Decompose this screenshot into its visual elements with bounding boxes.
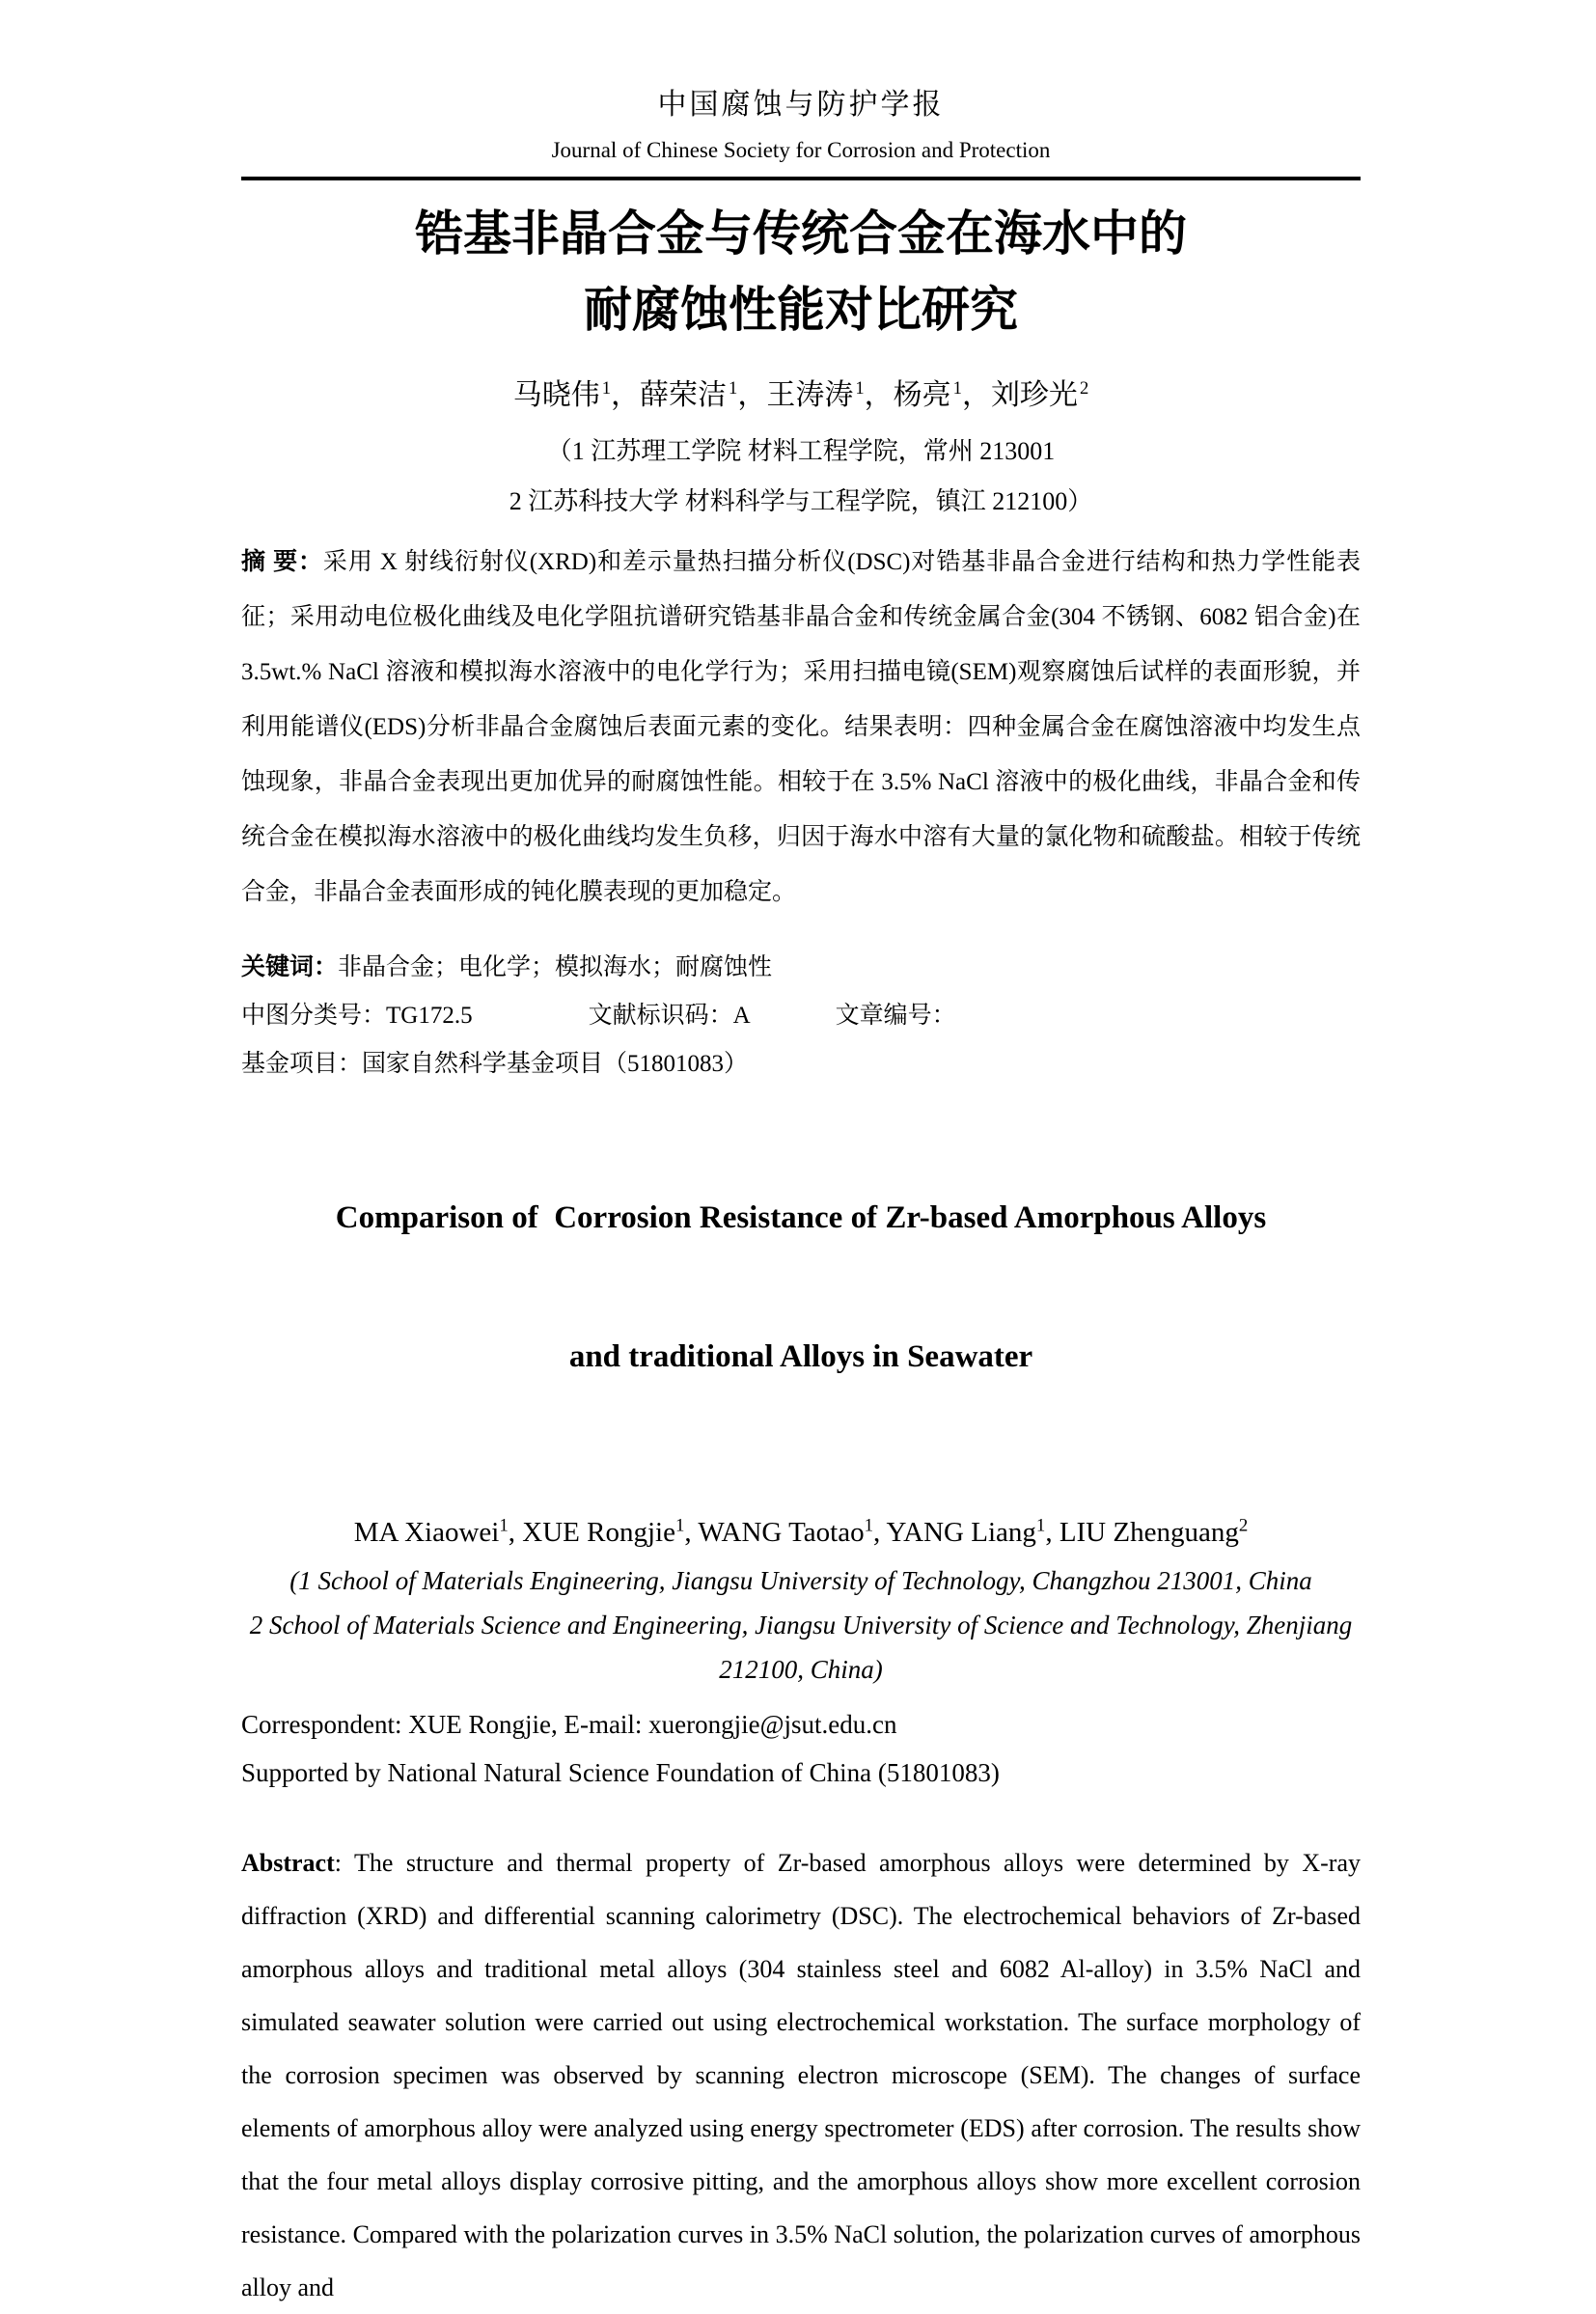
header-rule	[241, 177, 1361, 180]
abstract-cn-label: 摘 要：	[241, 549, 323, 575]
author-en-sup: 1	[674, 1515, 685, 1535]
paper-title-en-line1: Comparison of Corrosion Resistance of Zr-based Amorphous Alloys	[335, 1200, 1267, 1235]
affiliation-en-2: 2 School of Materials Science and Engineering, Jiangsu University of Science and Technology, Zhenjiang 212100, China)	[249, 1610, 1353, 1684]
author-en-name: MA Xiaowei	[353, 1516, 500, 1548]
author-en-separator: ,	[508, 1516, 523, 1548]
author-en-sup: 1	[499, 1515, 509, 1535]
paper-title-cn-line2: 耐腐蚀性能对比研究	[584, 283, 1018, 337]
affiliations-cn	[241, 427, 1361, 527]
author-en	[698, 1517, 886, 1548]
classification-line	[241, 992, 1361, 1040]
keywords-cn	[241, 944, 1361, 992]
author-cn-separator: ，	[737, 379, 767, 411]
author-cn-separator: ，	[864, 379, 894, 411]
correspondent-line: Correspondent: XUE Rongjie, E-mail: xuerongjie@jsut.edu.cn	[241, 1709, 897, 1739]
abstract-en-label: Abstract	[241, 1848, 335, 1877]
author-en-sup: 2	[1238, 1515, 1249, 1535]
author-en-name: XUE Rongjie	[522, 1516, 675, 1548]
funding-cn: 基金项目：国家自然科学基金项目（51801083）	[241, 1051, 749, 1077]
abstract-cn	[241, 535, 1361, 920]
author-en-separator: ,	[1045, 1516, 1059, 1548]
author-cn-sup: 1	[601, 378, 612, 399]
author-cn-name: 马晓伟	[512, 379, 600, 411]
paper-title-cn-line1: 锆基非晶合金与传统合金在海水中的	[415, 207, 1187, 261]
author-en-separator: ,	[684, 1516, 699, 1548]
affiliation-cn-1: （1 江苏理工学院 材料工程学院，常州 213001	[546, 437, 1056, 465]
author-cn-separator: ，	[611, 379, 641, 411]
affiliation-en-1: (1 School of Materials Engineering, Jiangsu University of Technology, Changzhou 213001, China	[289, 1565, 1312, 1595]
abstract-cn-text: 采用 X 射线衍射仪(XRD)和差示量热扫描分析仪(DSC)对锆基非晶合金进行结构和热力学性能表征；采用动电位极化曲线及电化学阻抗谱研究锆基非晶合金和传统金属合金(304 不锈钢、6082 铝合金)在 3.5wt.% NaCl 溶液和模拟海水溶液中的电化学行为；采用扫描电镜(SEM)观察腐蚀后试样的表面形貌，并利用能谱仪(EDS)分析非晶合金腐蚀后表面元素的变化。结果表明：四种金属合金在腐蚀溶液中均发生点蚀现象，非晶合金表现出更加优异的耐腐蚀性能。相较于在 3.5% NaCl 溶液中的极化曲线，非晶合金和传统合金在模拟海水溶液中的极化曲线均发生负移，归因于海水中溶有大量的氯化物和硫酸盐。相较于传统合金，非晶合金表面形成的钝化膜表现的更加稳定。	[241, 549, 1361, 905]
abstract-en	[241, 1836, 1361, 2314]
clc-number: 中图分类号：TG172.5	[241, 1003, 473, 1029]
author-cn	[640, 379, 766, 411]
author-en	[1059, 1517, 1248, 1548]
author-cn	[894, 379, 991, 411]
author-cn	[513, 379, 640, 411]
author-en-separator: ,	[873, 1516, 887, 1548]
author-en-sup: 1	[864, 1515, 873, 1535]
author-cn-sup: 1	[952, 378, 962, 399]
document-code: 文献标识码：A	[588, 1003, 751, 1029]
affiliation-cn-2: 2 江苏科技大学 材料科学与工程学院，镇江 212100）	[509, 487, 1093, 515]
author-cn-name: 刘珍光	[990, 379, 1078, 411]
author-en-name: YANG Liang	[886, 1516, 1036, 1548]
author-en	[522, 1517, 698, 1548]
author-en-name: LIU Zhenguang	[1059, 1516, 1239, 1548]
article-id: 文章编号：	[835, 1003, 956, 1029]
author-cn-separator: ，	[961, 379, 991, 411]
keywords-cn-label: 关键词：	[241, 954, 339, 980]
keywords-cn-text: 非晶合金；电化学；模拟海水；耐腐蚀性	[338, 954, 773, 980]
authors-en	[241, 1505, 1361, 1553]
affiliations-en	[241, 1558, 1361, 1692]
author-en	[886, 1517, 1059, 1548]
author-cn-name: 杨亮	[893, 379, 951, 411]
author-cn-name: 王涛涛	[766, 379, 854, 411]
journal-name-en: Journal of Chinese Society for Corrosion and Protection	[551, 138, 1051, 162]
author-cn-name: 薛荣洁	[640, 379, 728, 411]
supported-line: Supported by National Natural Science Foundation of China (51801083)	[241, 1757, 1000, 1787]
author-cn-sup: 1	[729, 378, 738, 399]
author-en-sup: 1	[1035, 1515, 1046, 1535]
journal-name-cn: 中国腐蚀与防护学报	[657, 89, 945, 121]
author-cn	[991, 379, 1088, 411]
author-cn-sup: 1	[855, 378, 865, 399]
paper-title-en-line2: and traditional Alloys in Seawater	[568, 1339, 1033, 1374]
author-en-name: WANG Taotao	[698, 1516, 865, 1548]
author-cn	[766, 379, 893, 411]
paper-title-en	[241, 1102, 1361, 1473]
abstract-en-text: : The structure and thermal property of Zr-based amorphous alloys were determined by X-ray diffraction (XRD) and differential scanning calorimetry (DSC). The electrochemical behaviors of Zr-based amorphous alloys and traditional metal alloys (304 stainless steel and 6082 Al-alloy) in 3.5% NaCl and simulated seawater solution were carried out using electrochemical workstation. The surface morphology of the corrosion specimen was observed by scanning electron microscope (SEM). The changes of surface elements of amorphous alloy were analyzed using energy spectrometer (EDS) after corrosion. The results show that the four metal alloys display corrosive pitting, and the amorphous alloys show more excellent corrosion resistance. Compared with the polarization curves in 3.5% NaCl solution, the polarization curves of amorphous alloy and	[241, 1848, 1361, 2301]
author-cn-sup: 2	[1079, 378, 1089, 399]
author-en	[354, 1517, 523, 1548]
authors-cn	[241, 368, 1361, 417]
paper-title-cn	[241, 196, 1361, 348]
